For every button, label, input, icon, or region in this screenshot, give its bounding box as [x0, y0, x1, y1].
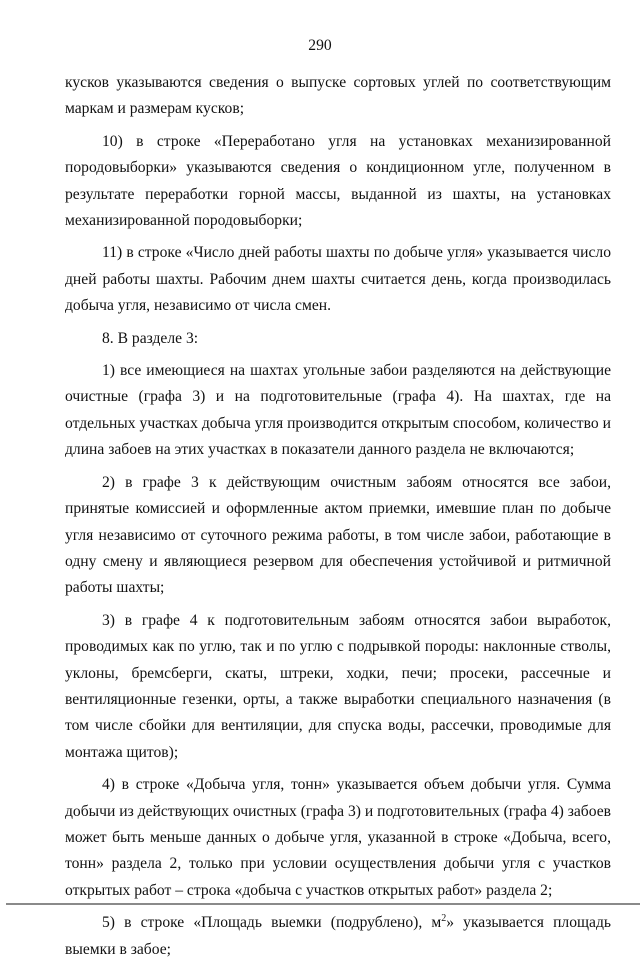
- page-number: 290: [308, 37, 332, 54]
- superscript-square: 2: [441, 913, 447, 924]
- paragraph-item-3: 3) в графе 4 к подготовительным забоям относятся забои выработок, проводимых как по углю, так и по углю с подрывкой породы: наклонные стволы, уклоны, бремсберги, скаты, штреки, ходки, печи; просеки, рассечные и вентиляционные гезенки, орты, а также выработки специального назначения (в том числе сбойки для вентиляции, для спуска воды, рассечки, проводимые для монтажа щитов);: [65, 611, 611, 761]
- paragraph-item-10: 10) в строке «Переработано угля на установках механизированной породовыборки» указываются сведения о кондиционном угле, полученном в результате переработки горной массы, выданной из шахты, на установках механизированной породовыборки;: [65, 132, 611, 230]
- section-heading-3: 8. В разделе 3:: [102, 329, 199, 347]
- paragraph-item-1: 1) все имеющиеся на шахтах угольные забои разделяются на действующие очистные (графа 3) и на подготовительные (графа 4). На шахтах, где на отдельных участках добыча угля производится открытым способом, количество и длина забоев на этих участках в показатели данного раздела не включаются;: [65, 362, 611, 459]
- paragraph-item-5: [65, 910, 611, 963]
- paragraph-item-5-end: » указывается площадь выемки в забое;: [65, 914, 611, 958]
- paragraph-item-4: 4) в строке «Добыча угля, тонн» указывается объем добычи угля. Сумма добычи из действующих очистных (графа 3) и подготовительных (графа 4) забоев может быть меньше данных о добыче угля, указанной в строке «Добыча, всего, тонн» раздела 2, только при условии осуществления добычи угля с участков открытых работ – строка «добыча с участков открытых работ» раздела 2;: [65, 776, 611, 899]
- paragraph-continuation: кусков указываются сведения о выпуске сортовых углей по соответствующим маркам и размерам кусков;: [65, 74, 611, 118]
- paragraph-item-11: 11) в строке «Число дней работы шахты по добыче угля» указывается число дней работы шахты. Рабочим днем шахты считается день, когда производилась добыча угля, независимо от числа смен.: [65, 244, 611, 315]
- document-body: [65, 70, 611, 963]
- paragraph-item-5-start: 5) в строке «Площадь выемки (подрублено), м: [102, 914, 442, 932]
- paragraph-item-2: 2) в графе 3 к действующим очистным забоям относятся все забои, принятые комиссией и оформленные актом приемки, имевшие план по добыче угля независимо от суточного режима работы, в том числе забои, работающие в одну смену и являющиеся резервом для обеспечения устойчивой и ритмичной работы шахты;: [65, 473, 611, 597]
